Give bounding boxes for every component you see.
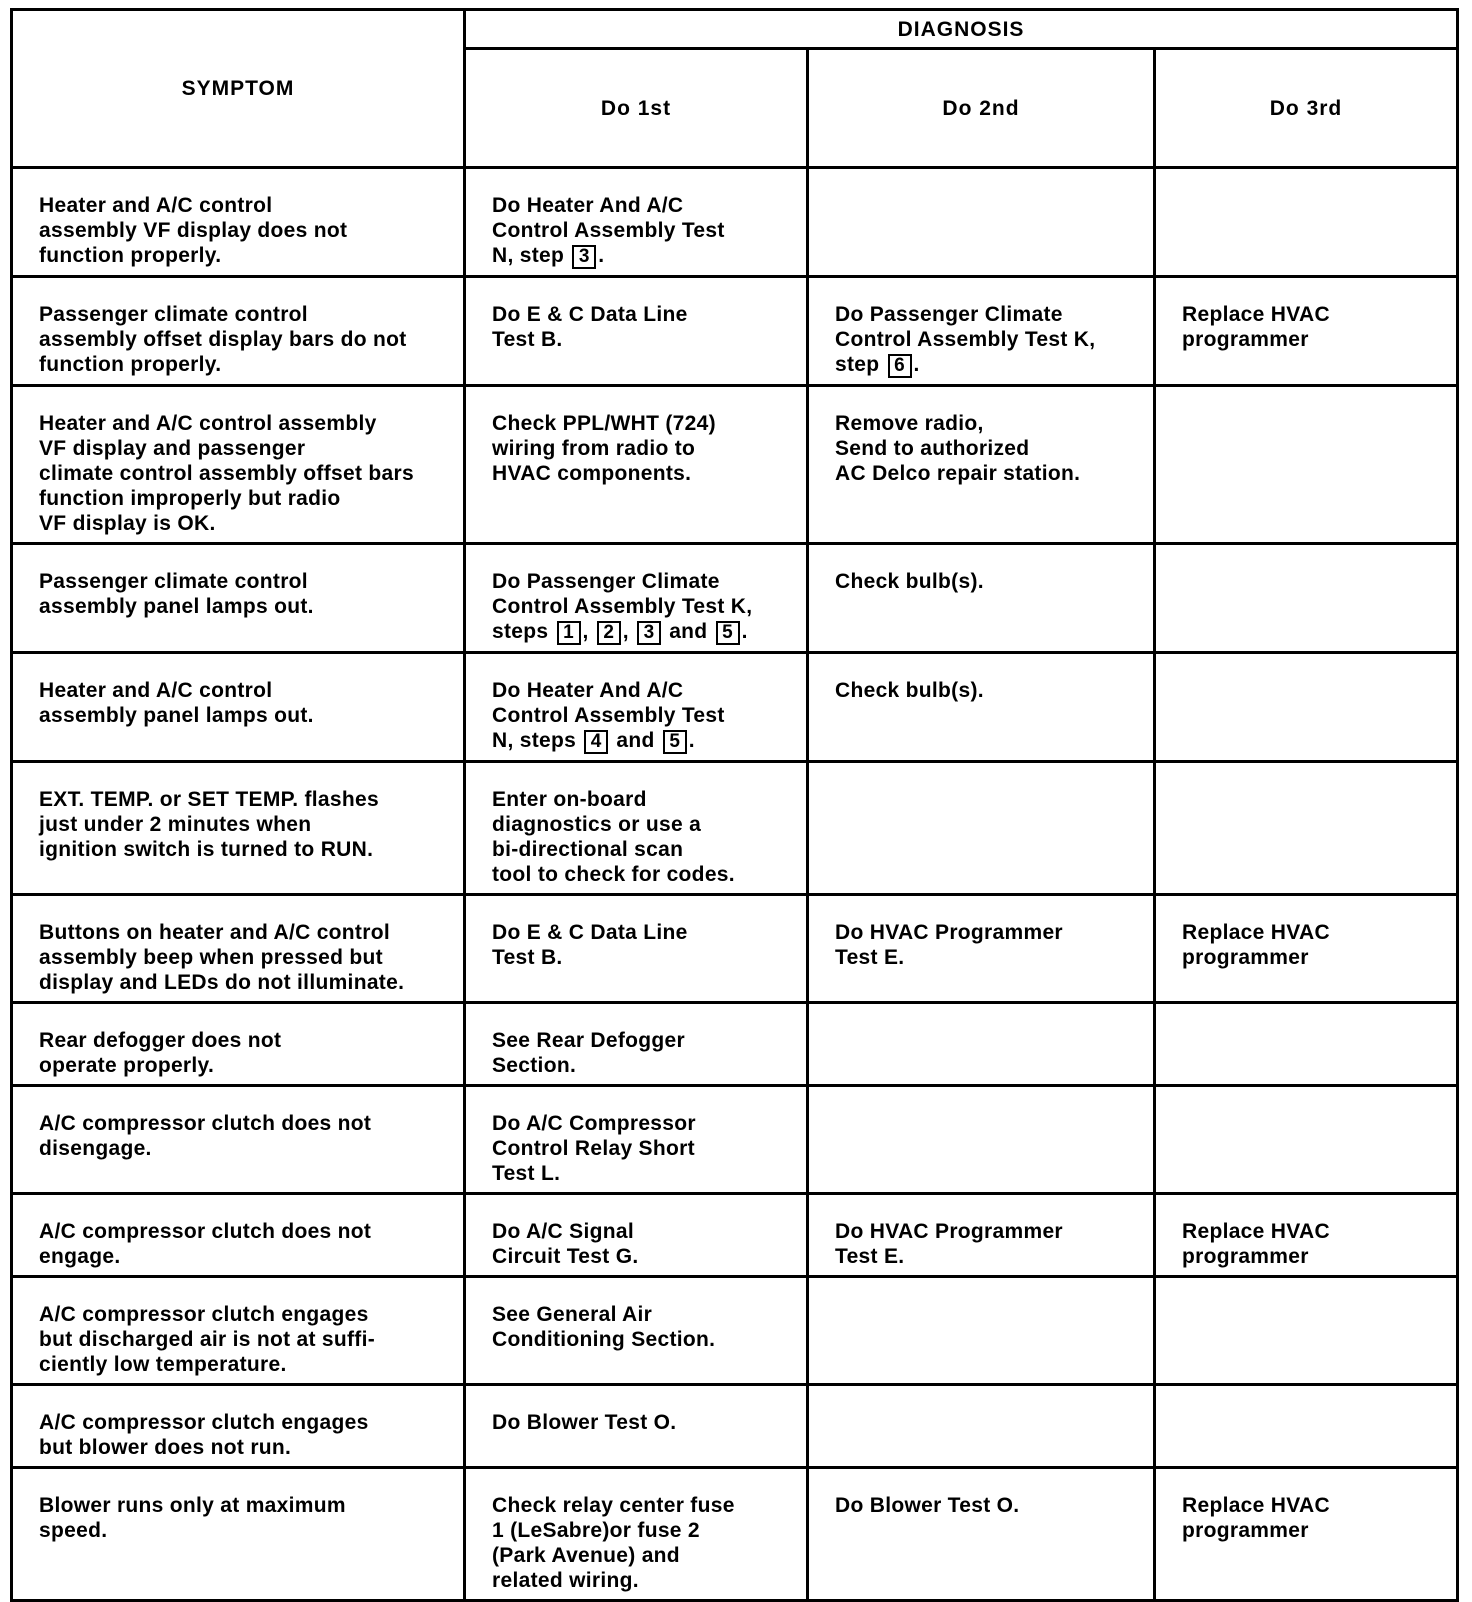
step-number-box: 3 xyxy=(637,621,661,645)
step-number-box: 5 xyxy=(716,621,740,645)
symptom-cell: Passenger climate control assembly offset display bars do not function properly. xyxy=(12,277,465,386)
step-number-box: 5 xyxy=(663,730,687,754)
symptom-cell: A/C compressor clutch does not engage. xyxy=(12,1194,465,1277)
do-3rd-cell xyxy=(1155,1086,1458,1194)
do-3rd-cell: Replace HVAC programmer xyxy=(1155,1194,1458,1277)
symptom-cell: A/C compressor clutch engages but discharged air is not at suffi- ciently low temperature. xyxy=(12,1277,465,1385)
table-row xyxy=(12,386,1458,544)
do-1st-cell: Do E & C Data Line Test B. xyxy=(465,277,808,386)
do-2nd-cell xyxy=(808,1086,1155,1194)
do-1st-cell: Check PPL/WHT (724) wiring from radio to HVAC components. xyxy=(465,386,808,544)
diagnosis-table xyxy=(10,8,1459,1602)
table-row xyxy=(12,1194,1458,1277)
table-row xyxy=(12,168,1458,277)
do-1st-cell: Do A/C Compressor Control Relay Short Test L. xyxy=(465,1086,808,1194)
do-3rd-cell xyxy=(1155,1385,1458,1468)
do-2nd-cell: Do Passenger Climate Control Assembly Test K, step 6 . xyxy=(808,277,1155,386)
step-number-box: 1 xyxy=(557,621,581,645)
table-row xyxy=(12,895,1458,1003)
do-1st-cell: See General Air Conditioning Section. xyxy=(465,1277,808,1385)
do-3rd-cell xyxy=(1155,386,1458,544)
table-row xyxy=(12,1277,1458,1385)
do-1st-header: Do 1st xyxy=(465,49,808,168)
do-2nd-cell: Do HVAC Programmer Test E. xyxy=(808,1194,1155,1277)
do-2nd-cell: Do HVAC Programmer Test E. xyxy=(808,895,1155,1003)
symptom-header: SYMPTOM xyxy=(12,10,465,168)
do-3rd-cell xyxy=(1155,1003,1458,1086)
do-2nd-cell xyxy=(808,1003,1155,1086)
do-3rd-cell xyxy=(1155,762,1458,895)
do-3rd-cell: Replace HVAC programmer xyxy=(1155,277,1458,386)
symptom-cell: Passenger climate control assembly panel lamps out. xyxy=(12,544,465,653)
symptom-cell: Blower runs only at maximum speed. xyxy=(12,1468,465,1601)
do-1st-cell: Do Heater And A/C Control Assembly Test N, step 3 . xyxy=(465,168,808,277)
table-row xyxy=(12,1003,1458,1086)
symptom-cell: A/C compressor clutch does not disengage. xyxy=(12,1086,465,1194)
do-1st-cell: Check relay center fuse 1 (LeSabre)or fuse 2 (Park Avenue) and related wiring. xyxy=(465,1468,808,1601)
do-2nd-cell: Do Blower Test O. xyxy=(808,1468,1155,1601)
do-2nd-cell xyxy=(808,168,1155,277)
do-3rd-cell xyxy=(1155,1277,1458,1385)
table-row xyxy=(12,544,1458,653)
do-2nd-cell: Check bulb(s). xyxy=(808,653,1155,762)
do-3rd-cell xyxy=(1155,168,1458,277)
symptom-cell: Heater and A/C control assembly VF display does not function properly. xyxy=(12,168,465,277)
table-row xyxy=(12,1468,1458,1601)
symptom-cell: Rear defogger does not operate properly. xyxy=(12,1003,465,1086)
do-1st-cell: Do E & C Data Line Test B. xyxy=(465,895,808,1003)
table-row xyxy=(12,277,1458,386)
step-number-box: 6 xyxy=(888,354,912,378)
symptom-cell: EXT. TEMP. or SET TEMP. flashes just under 2 minutes when ignition switch is turned to RUN. xyxy=(12,762,465,895)
step-number-box: 2 xyxy=(597,621,621,645)
do-1st-cell: Do Passenger Climate Control Assembly Test K, steps 1 , 2 , 3 and 5 . xyxy=(465,544,808,653)
do-2nd-cell: Check bulb(s). xyxy=(808,544,1155,653)
do-3rd-cell xyxy=(1155,544,1458,653)
do-3rd-cell xyxy=(1155,653,1458,762)
do-1st-cell: See Rear Defogger Section. xyxy=(465,1003,808,1086)
do-1st-cell: Do Blower Test O. xyxy=(465,1385,808,1468)
symptom-cell: Buttons on heater and A/C control assembly beep when pressed but display and LEDs do not illuminate. xyxy=(12,895,465,1003)
do-2nd-cell xyxy=(808,762,1155,895)
table-row xyxy=(12,1086,1458,1194)
do-3rd-cell: Replace HVAC programmer xyxy=(1155,895,1458,1003)
table-row xyxy=(12,762,1458,895)
do-2nd-cell xyxy=(808,1277,1155,1385)
header-row xyxy=(12,10,1458,49)
do-2nd-cell: Remove radio, Send to authorized AC Delco repair station. xyxy=(808,386,1155,544)
symptom-cell: Heater and A/C control assembly VF display and passenger climate control assembly offset bars function improperly but radio VF display is OK. xyxy=(12,386,465,544)
diagnosis-header: DIAGNOSIS xyxy=(465,10,1458,49)
do-3rd-header: Do 3rd xyxy=(1155,49,1458,168)
do-1st-cell: Enter on-board diagnostics or use a bi-directional scan tool to check for codes. xyxy=(465,762,808,895)
symptom-cell: A/C compressor clutch engages but blower does not run. xyxy=(12,1385,465,1468)
table-row xyxy=(12,653,1458,762)
do-3rd-cell: Replace HVAC programmer xyxy=(1155,1468,1458,1601)
do-1st-cell: Do Heater And A/C Control Assembly Test N, steps 4 and 5 . xyxy=(465,653,808,762)
do-2nd-header: Do 2nd xyxy=(808,49,1155,168)
step-number-box: 4 xyxy=(584,730,608,754)
table-row xyxy=(12,1385,1458,1468)
do-1st-cell: Do A/C Signal Circuit Test G. xyxy=(465,1194,808,1277)
symptom-cell: Heater and A/C control assembly panel lamps out. xyxy=(12,653,465,762)
do-2nd-cell xyxy=(808,1385,1155,1468)
step-number-box: 3 xyxy=(572,245,596,269)
